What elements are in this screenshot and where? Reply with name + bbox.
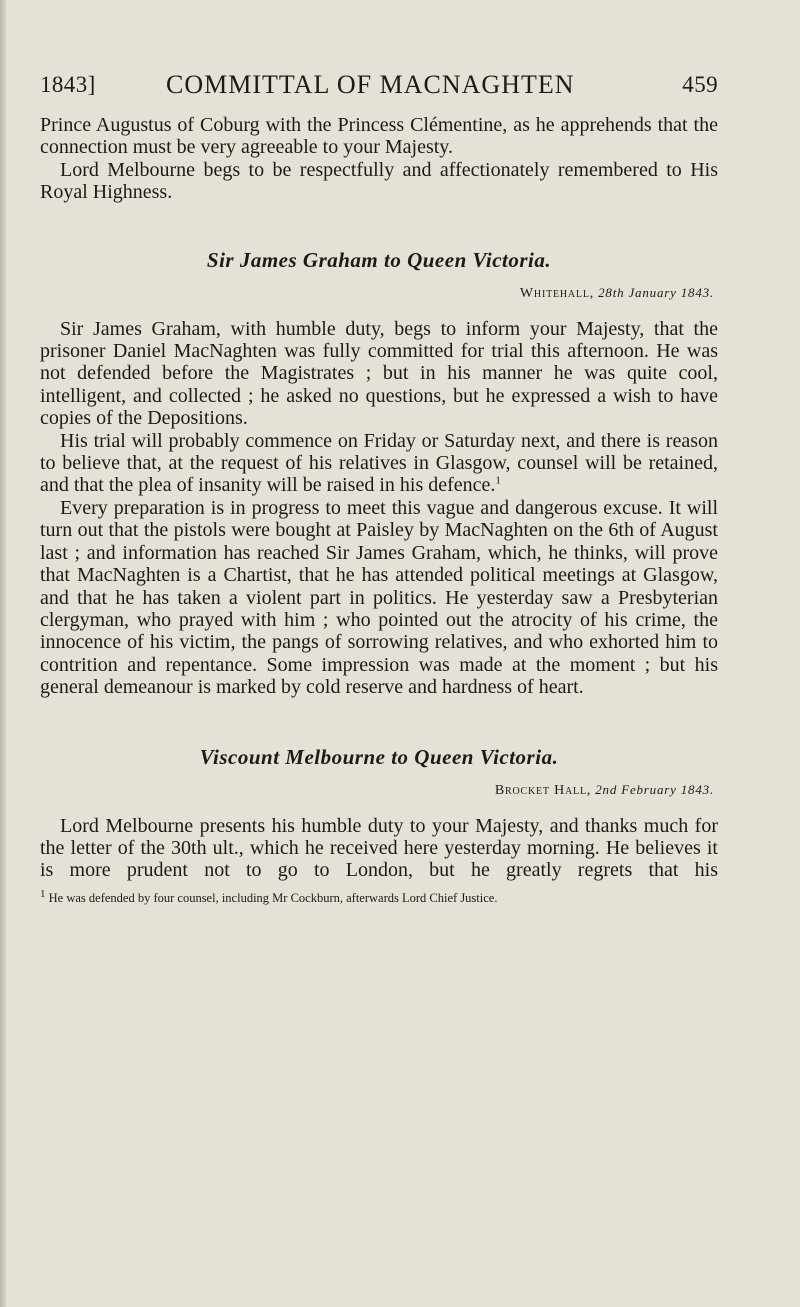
- letter-place: Brocket Hall,: [494, 782, 592, 798]
- paragraph: Sir James Graham, with humble duty, begs to inform your Majesty, that the prisoner Daniel MacNaghten was fully committed for trial this afternoon. He was not defended before the Magistrates ; but in his manner he was quite cool, intelligent, and collected ; he asked no questions, but he expressed a wish to have copies of the Depositions.: [40, 317, 718, 430]
- running-head-year: 1843]: [40, 72, 96, 97]
- page-edge: [0, 0, 6, 1307]
- paragraph: Lord Melbourne presents his humble duty to your Majesty, and thanks much for the letter of the 30th ult., which he received here yesterday morning. He believes it is more prudent not to go to London, but he greatly regrets that his: [40, 814, 718, 882]
- book-page: [40, 70, 718, 907]
- letter-melbourne: [40, 745, 718, 882]
- letter-date: 28th January 1843.: [598, 284, 714, 300]
- footnote-reference: 1: [495, 474, 501, 487]
- running-head-title: COMMITTAL OF MACNAGHTEN: [166, 70, 575, 99]
- letter-heading: Viscount Melbourne to Queen Victoria.: [199, 744, 559, 769]
- letter-dateline: [40, 285, 718, 302]
- paragraph: Lord Melbourne begs to be respectfully and affectionately remembered to His Royal Highness.: [40, 158, 718, 204]
- paragraph: Prince Augustus of Coburg with the Princess Clémentine, as he apprehends that the connection must be very agreeable to your Majesty.: [40, 114, 718, 159]
- paragraph: Every preparation is in progress to meet this vague and dangerous excuse. It will turn out that the pistols were bought at Paisley by MacNaghten on the 6th of August last ; and information has reached Sir James Graham, which, he thinks, will prove that MacNaghten is a Chartist, that he has attended political meetings at Glasgow, and that he has taken a violent part in politics. He yesterday saw a Presbyterian clergyman, who prayed with him ; who pointed out the atrocity of his crime, the innocence of his victim, the pangs of sorrowing relatives, and who exhorted him to contrition and repentance. Some impression was made at the moment ; but his general demeanour is marked by cold reserve and hardness of heart.: [40, 496, 718, 699]
- page-number: 459: [682, 72, 718, 97]
- footnote-marker: 1: [40, 887, 46, 900]
- paragraph-text: His trial will probably commence on Friday or Saturday next, and there is reason to believe that, at the request of his relatives in Glasgow, counsel will be retained, and that the plea of insanity will be raised in his defence.: [40, 429, 718, 497]
- paragraph: [40, 430, 718, 497]
- letter-dateline: [40, 782, 718, 799]
- footnote-text: He was defended by four counsel, including Mr Cockburn, afterwards Lord Chief Justice.: [48, 890, 498, 905]
- footnote: [40, 887, 718, 907]
- running-head: [40, 70, 718, 110]
- letter-graham: [40, 248, 718, 699]
- letter-heading: Sir James Graham to Queen Victoria.: [206, 247, 552, 272]
- continued-letter: [40, 114, 718, 204]
- letter-place: Whitehall,: [519, 285, 595, 301]
- letter-date: 2nd February 1843.: [595, 781, 714, 797]
